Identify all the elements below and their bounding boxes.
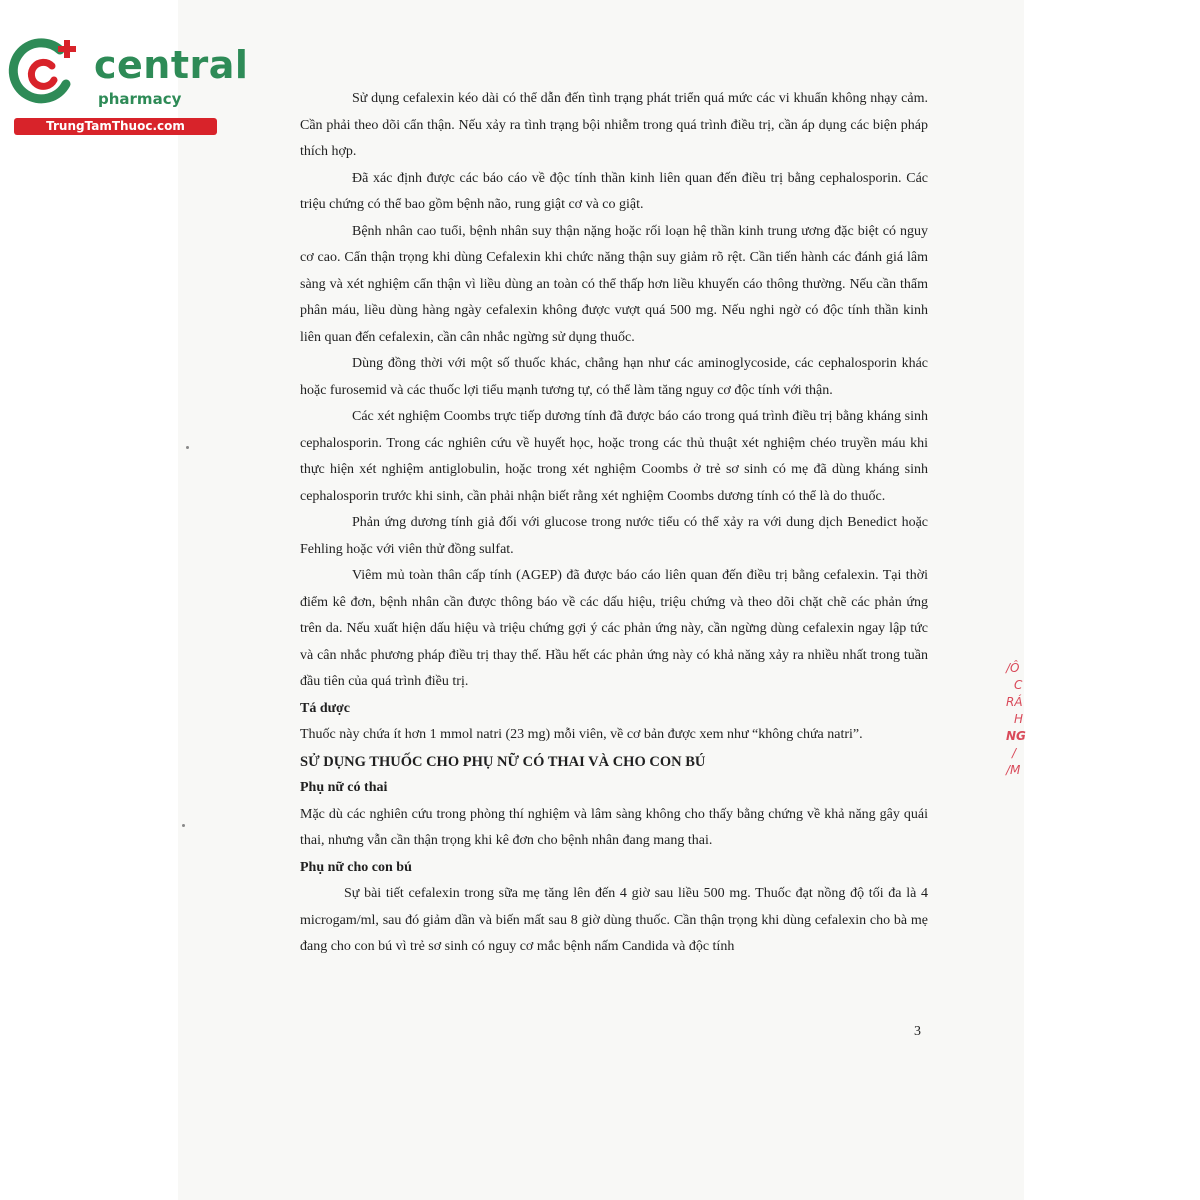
paragraph-superinfection: Sử dụng cefalexin kéo dài có thể dẫn đến tình trạng phát triển quá mức các vi khuẩn không nhạy cảm. Cần phải theo dõi cẩn thận. Nếu xảy ra tình trạng bội nhiễm trong quá trình điều trị, cần áp dụng các biện pháp thích hợp. (300, 91, 928, 159)
pregnant-heading: Phụ nữ có thai (300, 780, 388, 795)
stamp-line: NG (1006, 729, 1026, 743)
pharmacy-logo-icon (8, 36, 80, 108)
excipients-heading: Tá dược (300, 700, 350, 716)
page-number: 3 (914, 1024, 921, 1039)
red-stamp-fragment (1006, 660, 1030, 810)
stamp-line: H (1014, 712, 1024, 726)
scan-speck (186, 446, 189, 449)
document-body (300, 86, 928, 961)
stamp-line: / (1012, 746, 1017, 760)
pregnancy-section-heading: SỬ DỤNG THUỐC CHO PHỤ NỮ CÓ THAI VÀ CHO CON BÚ (300, 753, 706, 770)
paragraph-coombs-test: Các xét nghiệm Coombs trực tiếp dương tính đã được báo cáo trong quá trình điều trị bằng kháng sinh cephalosporin. Trong các nghiên cứu về huyết học, hoặc trong các thủ thuật xét nghiệm chéo truyền máu khi thực hiện xét nghiệm antiglobulin, hoặc trong xét nghiệm Coombs ở trẻ sơ sinh có mẹ đã dùng kháng sinh cephalosporin trước khi sinh, cần phải nhận biết rằng xét nghiệm Coombs dương tính có thể là do thuốc. (300, 409, 928, 504)
paragraph-agep: Viêm mủ toàn thân cấp tính (AGEP) đã được báo cáo liên quan đến điều trị bằng cefalexin. Tại thời điểm kê đơn, bệnh nhân cần được thông báo về các dấu hiệu, triệu chứng và theo dõi chặt chẽ các phản ứng trên da. Nếu xuất hiện dấu hiệu và triệu chứng gợi ý các phản ứng này, cần ngừng dùng cefalexin ngay lập tức và cân nhắc phương pháp điều trị thay thế. Hầu hết các phản ứng này có khả năng xảy ra nhiều nhất trong tuần đầu tiên của quá trình điều trị. (300, 568, 928, 689)
scan-speck (182, 824, 185, 827)
breastfeeding-text: Sự bài tiết cefalexin trong sữa mẹ tăng lên đến 4 giờ sau liều 500 mg. Thuốc đạt nồng độ tối đa là 4 microgam/ml, sau đó giảm dần và biến mất sau 8 giờ dùng thuốc. Cần thận trọng khi dùng cefalexin cho bà mẹ đang cho con bú vì trẻ sơ sinh có nguy cơ mắc bệnh nấm Candida và độc tính (300, 886, 928, 954)
breastfeeding-heading: Phụ nữ cho con bú (300, 859, 412, 875)
central-pharmacy-logo (8, 36, 249, 136)
paragraph-renal-impairment: Bệnh nhân cao tuổi, bệnh nhân suy thận nặng hoặc rối loạn hệ thần kinh trung ương đặc biệt có nguy cơ cao. Cẩn thận trọng khi dùng Cefalexin khi chức năng thận suy giảm rõ rệt. Cần tiến hành các đánh giá lâm sàng và xét nghiệm cẩn thận vì liều dùng an toàn có thể thấp hơn liều khuyến cáo thông thường. Nếu cần thẩm phân máu, liều dùng hàng ngày cefalexin không được vượt quá 500 mg. Nếu nghi ngờ có độc tính thần kinh liên quan đến cefalexin, cần cân nhắc ngừng sử dụng thuốc. (300, 223, 928, 345)
excipients-text: Thuốc này chứa ít hơn 1 mmol natri (23 mg) mỗi viên, về cơ bản được xem như “không chứa natri”. (300, 727, 863, 742)
logo-subtitle: pharmacy (98, 90, 182, 108)
paragraph-neurotoxicity: Đã xác định được các báo cáo về độc tính thần kinh liên quan đến điều trị bằng cephalosporin. Các triệu chứng có thể bao gồm bệnh não, rung giật cơ và co giật. (300, 170, 928, 212)
pregnant-text: Mặc dù các nghiên cứu trong phòng thí nghiệm và lâm sàng không cho thấy bằng chứng về khả năng gây quái thai, nhưng vẫn cần thận trọng khi kê đơn cho bệnh nhân đang mang thai. (300, 806, 928, 848)
paragraph-nephrotoxicity: Dùng đồng thời với một số thuốc khác, chẳng hạn như các aminoglycoside, các cephalosporin khác hoặc furosemid và các thuốc lợi tiểu mạnh tương tự, có thể làm tăng nguy cơ độc tính với thận. (300, 356, 928, 398)
stamp-line: RÁ (1006, 695, 1023, 709)
stamp-line: /Ô (1006, 661, 1020, 675)
logo-brand-name: central (94, 43, 249, 87)
logo-website-banner: TrungTamThuoc.com (14, 118, 217, 135)
stamp-line: /M (1006, 763, 1021, 777)
stamp-line: C (1014, 678, 1023, 692)
paragraph-glucose-test: Phản ứng dương tính giả đối với glucose trong nước tiểu có thể xảy ra với dung dịch Benedict hoặc Fehling hoặc với viên thử đồng sulfat. (300, 515, 928, 557)
